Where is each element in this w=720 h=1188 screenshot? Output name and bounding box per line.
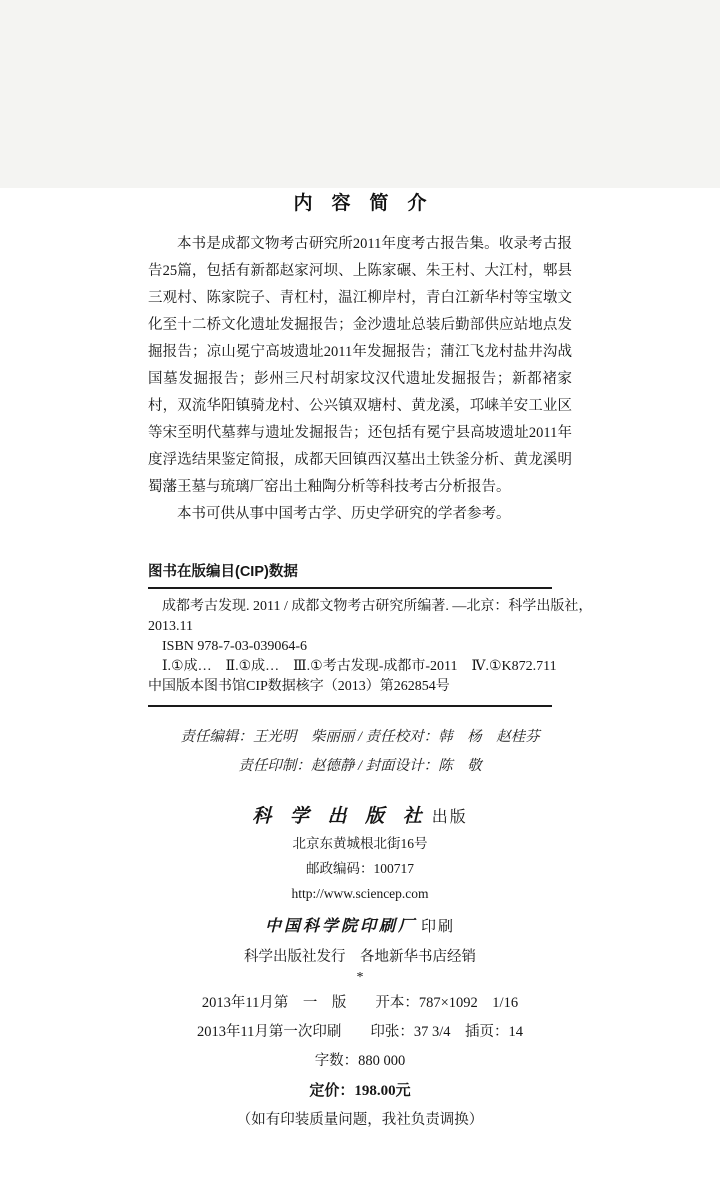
cip-year-line: 2013.11	[148, 619, 193, 634]
intro-body	[148, 231, 572, 528]
edition-line-1: 2013年11月第 一 版 开本：787×1092 1/16	[201, 995, 519, 1011]
cip-isbn: ISBN 978-7-03-039064-6	[162, 639, 308, 654]
publisher-name-suffix: 出版	[431, 809, 468, 826]
printer-name-suffix: 印刷	[421, 919, 456, 935]
price-line: 定价：198.00元	[309, 1083, 411, 1099]
distribution-line: 科学出版社发行 各地新华书店经销	[244, 949, 476, 965]
word-count-line: 字数：880 000	[314, 1053, 406, 1069]
intro-paragraph-1: 本书是成都文物考古研究所2011年度考古报告集。收录考古报告25篇，包括有新都赵家河坝、上陈家碾、朱王村、大江村，郫县三观村、陈家院子、青杠村，温江柳岸村，青白江新华村等宝墩文化至十二桥文化遗址发掘报告；金沙遗址总装后勤部供应站地点发掘报告；凉山冕宁高坡遗址2011年发掘报告；蒲江飞龙村盐井沟战国墓发掘报告；彭州三尺村胡家坟汉代遗址发掘报告；新都褚家村，双流华阳镇骑龙村、公兴镇双塘村、黄龙溪，邛崃羊安工业区等宋至明代墓葬与遗址发掘报告；还包括有冕宁县高坡遗址2011年度浮选结果鉴定简报，成都天回镇西汉墓出土铁釜分析、黄龙溪明蜀藩王墓与琉璃厂窑出土釉陶分析等科技考古分析报告。	[148, 236, 572, 495]
publisher-name-script: 科 学 出 版 社	[252, 805, 428, 827]
cip-top-rule	[148, 587, 552, 589]
cip-record-number: 中国版本图书馆CIP数据核字（2013）第262854号	[148, 679, 450, 694]
cip-title-line: 成都考古发现. 2011 / 成都文物考古研究所编著. —北京：科学出版社，	[162, 599, 593, 614]
publisher-website: http://www.sciencep.com	[291, 886, 429, 901]
intro-paragraph-2: 本书可供从事中国考古学、历史学研究的学者参考。	[177, 506, 511, 522]
cip-classification: Ⅰ.①成… Ⅱ.①成… Ⅲ.①考古发现-成都市-2011 Ⅳ.①K872.711	[162, 659, 557, 674]
quality-note-line: （如有印装质量问题，我社负责调换）	[236, 1112, 484, 1128]
colophon-block	[0, 801, 720, 1129]
printer-name-script: 中国科学院印刷厂	[264, 916, 417, 935]
publisher-postcode: 邮政编码：100717	[306, 861, 414, 876]
copyright-page	[0, 188, 720, 1188]
intro-title: 内 容 简 介	[293, 193, 427, 214]
edition-line-2: 2013年11月第一次印刷 印张：37 3/4 插页：14	[196, 1024, 524, 1040]
cip-header: 图书在版编目(CIP)数据	[148, 564, 298, 580]
credits-line-editors: 责任编辑：王光明 柴丽丽 / 责任校对：韩 杨 赵桂芬	[180, 729, 540, 745]
separator-star: *	[356, 970, 364, 985]
publisher-name-line	[0, 801, 720, 828]
cip-bottom-rule	[148, 705, 552, 707]
publisher-address: 北京东黄城根北街16号	[292, 836, 428, 851]
cip-block	[148, 562, 593, 707]
credits-block	[0, 723, 720, 781]
printer-line	[0, 913, 720, 936]
credits-line-print-design: 责任印制：赵德静 / 封面设计：陈 敬	[238, 758, 482, 774]
